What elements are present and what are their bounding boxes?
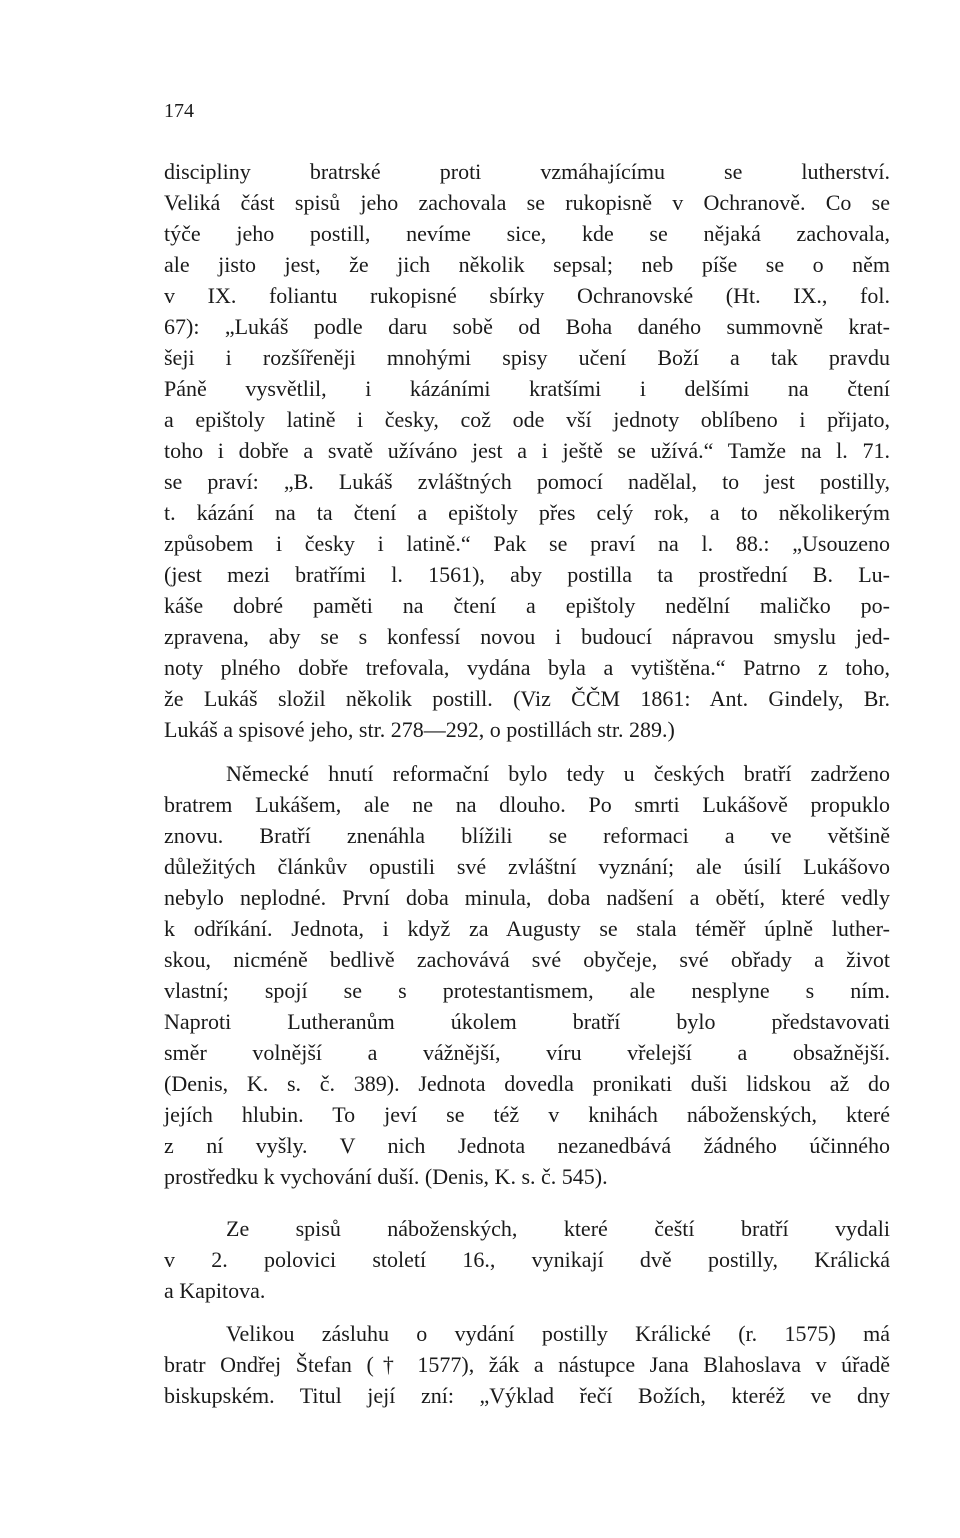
text-line: se praví: „B. Lukáš zvláštných pomocí nadělal, to jest postilly, [164,469,890,494]
text-line: způsobem i česky i latině.“ Pak se praví na l. 88.: „Usouzeno [164,531,890,556]
text-line: toho i dobře a svatě užíváno jest a i ještě se užívá.“ Tamže na l. 71. [164,438,890,463]
text-line: nebylo neplodné. První doba minula, doba nadšení a obětí, které vedly [164,885,890,910]
page-body [164,156,890,1411]
text-line: prostředku k vychování duší. (Denis, K. s. č. 545). [164,1164,608,1189]
text-line: Veliká část spisů jeho zachovala se rukopisně v Ochranově. Co se [164,190,890,215]
text-line: šeji i rozšířeněji mnohými spisy učení Boží a tak pravdu [164,345,890,370]
text-line: káše dobré paměti na čtení a epištoly nedělní maličko po- [164,593,890,618]
text-line: v 2. polovici století 16., vynikají dvě postilly, Králická [164,1247,890,1272]
page-number: 174 [164,100,194,122]
text-line: Páně vysvětlil, i kázáními kratšími i delšími na čtení [164,376,890,401]
text-line: ale jisto jest, že jich několik sepsal; neb píše se o něm [164,252,890,277]
text-line: směr volnější a vážnější, víru vřelejší a obsažnější. [164,1040,890,1065]
text-line: bratr Ondřej Štefan († 1577), žák a nástupce Jana Blahoslava v úřadě [164,1352,890,1377]
paragraph-gap [164,1306,890,1318]
text-line: znovu. Bratří znenáhla blížili se reformaci a ve většině [164,823,890,848]
text-line: vlastní; spojí se s protestantismem, ale nesplyne s ním. [164,978,890,1003]
text-line: Ze spisů náboženských, které čeští bratří vydali [226,1216,890,1241]
paragraph-luke-postils [164,156,890,745]
text-line: Německé hnutí reformační bylo tedy u českých bratří zadrženo [226,761,890,786]
text-line: 67): „Lukáš podle daru sobě od Boha daného summovně krat- [164,314,890,339]
text-line: důležitých článkův opustili své zvláštní vyznání; ale úsilí Lukášovo [164,854,890,879]
text-line: z ní vyšly. V nich Jednota nezanedbává žádného účinného [164,1133,890,1158]
text-line: skou, nicméně bedlivě zachovává své obyčeje, své obřady a život [164,947,890,972]
paragraph-gap [164,1192,890,1213]
text-line: Velikou zásluhu o vydání postilly Králické (r. 1575) má [226,1321,890,1346]
text-line: a Kapitova. [164,1278,266,1303]
paragraph-kralice-postil [164,1318,890,1411]
text-line: (jest mezi bratřími l. 1561), aby postilla ta prostřední B. Lu- [164,562,890,587]
text-line: týče jeho postill, nevíme sice, kde se nějaká zachovala, [164,221,890,246]
text-line: (Denis, K. s. č. 389). Jednota dovedla pronikati duši lidskou až do [164,1071,890,1096]
text-line: bratrem Lukášem, ale ne na dlouho. Po smrti Lukášově propuklo [164,792,890,817]
paragraph-german-reformation [164,758,890,1192]
text-line: v IX. foliantu rukopisné sbírky Ochranovské (Ht. IX., fol. [164,283,890,308]
paragraph-postils-mentioned [164,1213,890,1306]
text-line: Naproti Lutheranům úkolem bratří bylo představovati [164,1009,890,1034]
text-line: Lukáš a spisové jeho, str. 278—292, o postillách str. 289.) [164,717,675,742]
text-line: jejích hlubin. To jeví se též v knihách náboženských, které [164,1102,890,1127]
text-line: t. kázání na ta čtení a epištoly přes celý rok, a to několikerým [164,500,890,525]
text-line: biskupském. Titul její zní: „Výklad řečí Božích, kteréž ve dny [164,1383,890,1408]
text-line: noty plného dobře trefovala, vydána byla a vytištěna.“ Patrno z toho, [164,655,890,680]
paragraph-gap [164,745,890,758]
text-line: discipliny bratrské proti vzmáhajícímu se lutherství. [164,159,890,184]
text-line: zpravena, aby se s konfessí novou i budoucí nápravou smyslu jed- [164,624,890,649]
text-line: k odříkání. Jednota, i když za Augusty se stala téměř úplně luther- [164,916,890,941]
text-line: že Lukáš složil několik postill. (Viz ČČM 1861: Ant. Gindely, Br. [164,686,890,711]
text-line: a epištoly latině i česky, což ode vší jednoty oblíbeno i přijato, [164,407,890,432]
